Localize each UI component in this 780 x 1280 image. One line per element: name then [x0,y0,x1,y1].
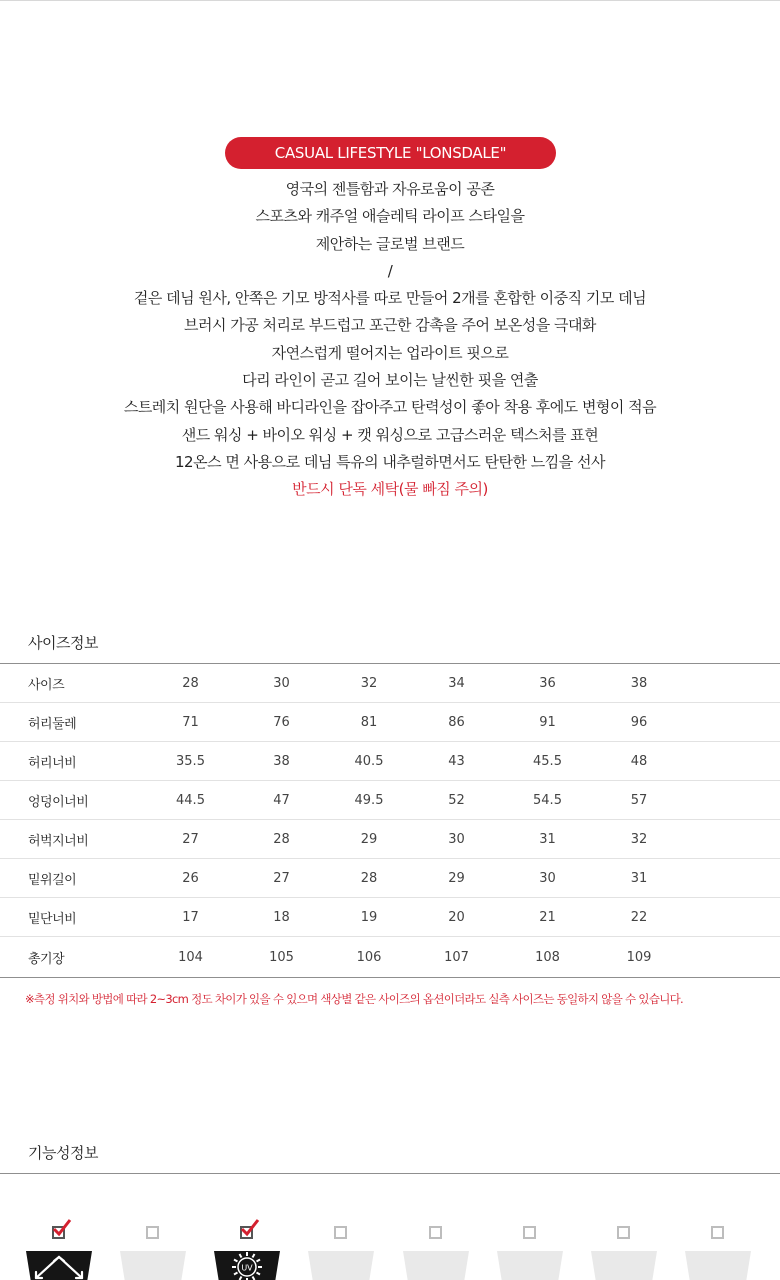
function-section-title: 기능성정보 [28,1144,98,1162]
stretch-arrows-icon [26,1251,92,1280]
table-cell-empty [685,937,780,978]
table-cell: 21 [502,898,593,937]
wash-warning: 반드시 단독 세탁(물 빠짐 주의) [292,480,488,499]
table-cell: 20 [411,898,502,937]
function-section-divider [0,1173,780,1174]
table-cell: 29 [327,820,411,859]
checkbox-empty-icon [617,1226,630,1239]
checkbox-empty-icon [523,1226,536,1239]
description-line: / [387,261,393,280]
table-cell: 28 [145,664,236,703]
top-divider [0,0,780,1]
function-item [26,1218,92,1280]
table-cell: 38 [236,742,327,781]
table-cell: 18 [236,898,327,937]
table-cell: 38 [593,664,685,703]
row-label: 허벅지너비 [0,820,145,859]
table-cell: 32 [327,664,411,703]
table-cell: 35.5 [145,742,236,781]
blank-feature-icon [120,1251,186,1280]
row-label: 허리너비 [0,742,145,781]
description-line: 스포츠와 캐주얼 애슬레틱 라이프 스타일을 [255,207,525,226]
table-cell: 104 [145,937,236,978]
red-check-mark-icon [240,1218,260,1238]
function-item [120,1218,186,1280]
checkbox-empty-icon [334,1226,347,1239]
blank-feature-icon [403,1251,469,1280]
description-line: 겉은 데님 원사, 안쪽은 기모 방적사를 따로 만들어 2개를 혼합한 이중직 기모 데님 [133,289,647,308]
table-cell: 36 [502,664,593,703]
table-cell: 57 [593,781,685,820]
table-cell: 26 [145,859,236,898]
table-cell: 109 [593,937,685,978]
table-cell: 27 [145,820,236,859]
table-row [0,781,780,820]
size-section-title: 사이즈정보 [28,634,98,652]
table-row [0,820,780,859]
table-cell-empty [685,898,780,937]
table-cell: 91 [502,703,593,742]
row-label: 엉덩이너비 [0,781,145,820]
table-cell: 34 [411,664,502,703]
table-cell: 19 [327,898,411,937]
table-cell: 30 [502,859,593,898]
blank-feature-icon [497,1251,563,1280]
table-cell: 44.5 [145,781,236,820]
table-cell: 96 [593,703,685,742]
table-cell: 54.5 [502,781,593,820]
table-cell: 28 [327,859,411,898]
table-cell: 17 [145,898,236,937]
description-line: 자연스럽게 떨어지는 업라이트 핏으로 [271,343,509,362]
table-cell: 48 [593,742,685,781]
blank-feature-icon [591,1251,657,1280]
red-check-mark-icon [52,1218,72,1238]
table-cell-empty [685,664,780,703]
description-line: 샌드 워싱 + 바이오 워싱 + 캣 워싱으로 고급스러운 텍스처를 표현 [181,425,599,444]
function-item [308,1218,374,1280]
table-cell: 28 [236,820,327,859]
table-cell-empty [685,703,780,742]
blank-feature-icon [308,1251,374,1280]
function-item [685,1218,751,1280]
table-row [0,859,780,898]
row-label: 허리둘레 [0,703,145,742]
row-label: 사이즈 [0,664,145,703]
table-row [0,937,780,978]
table-cell: 31 [502,820,593,859]
description-line: 영국의 젠틀함과 자유로움이 공존 [285,180,495,198]
table-cell-empty [685,820,780,859]
table-cell: 43 [411,742,502,781]
table-cell: 22 [593,898,685,937]
table-cell: 106 [327,937,411,978]
table-cell: 47 [236,781,327,820]
table-cell: 30 [236,664,327,703]
table-cell: 29 [411,859,502,898]
table-cell: 71 [145,703,236,742]
size-table [0,664,780,978]
function-item [497,1218,563,1280]
table-cell: 105 [236,937,327,978]
table-row [0,742,780,781]
table-cell: 32 [593,820,685,859]
table-cell: 76 [236,703,327,742]
brand-badge: CASUAL LIFESTYLE "LONSDALE" [225,137,556,169]
table-cell: 27 [236,859,327,898]
row-label: 밑단너비 [0,898,145,937]
table-row [0,898,780,937]
uv-sun-icon [214,1251,280,1280]
table-row [0,703,780,742]
table-cell: 45.5 [502,742,593,781]
table-cell: 31 [593,859,685,898]
uv-label: UV [241,1263,253,1273]
blank-feature-icon [685,1251,751,1280]
checkbox-empty-icon [429,1226,442,1239]
description-line: 스트레치 원단을 사용해 바디라인을 잡아주고 탄력성이 좋아 착용 후에도 변형이 적음 [123,398,657,417]
table-cell: 49.5 [327,781,411,820]
table-cell: 52 [411,781,502,820]
table-cell: 108 [502,937,593,978]
checkbox-empty-icon [711,1226,724,1239]
row-label: 밑위길이 [0,859,145,898]
table-cell: 81 [327,703,411,742]
description-line: 제안하는 글로벌 브랜드 [315,234,465,253]
function-item [591,1218,657,1280]
description-line: 다리 라인이 곧고 길어 보이는 날씬한 핏을 연출 [242,371,538,390]
size-note: ※측정 위치와 방법에 따라 2~3cm 정도 차이가 있을 수 있으며 색상별 같은 사이즈의 옵션이더라도 실측 사이즈는 동일하지 않을 수 있습니다. [25,992,684,1006]
table-cell: 30 [411,820,502,859]
function-item [403,1218,469,1280]
table-cell-empty [685,781,780,820]
table-cell: 40.5 [327,742,411,781]
function-item [214,1218,280,1280]
description-line: 브러시 가공 처리로 부드럽고 포근한 감촉을 주어 보온성을 극대화 [184,316,596,335]
product-description [0,176,780,504]
description-line: 12온스 면 사용으로 데님 특유의 내추럴하면서도 탄탄한 느낌을 선사 [175,452,605,471]
table-cell: 107 [411,937,502,978]
table-cell-empty [685,859,780,898]
table-cell: 86 [411,703,502,742]
row-label: 총기장 [0,937,145,978]
table-row [0,664,780,703]
table-cell-empty [685,742,780,781]
checkbox-empty-icon [146,1226,159,1239]
function-icons [0,1218,780,1280]
